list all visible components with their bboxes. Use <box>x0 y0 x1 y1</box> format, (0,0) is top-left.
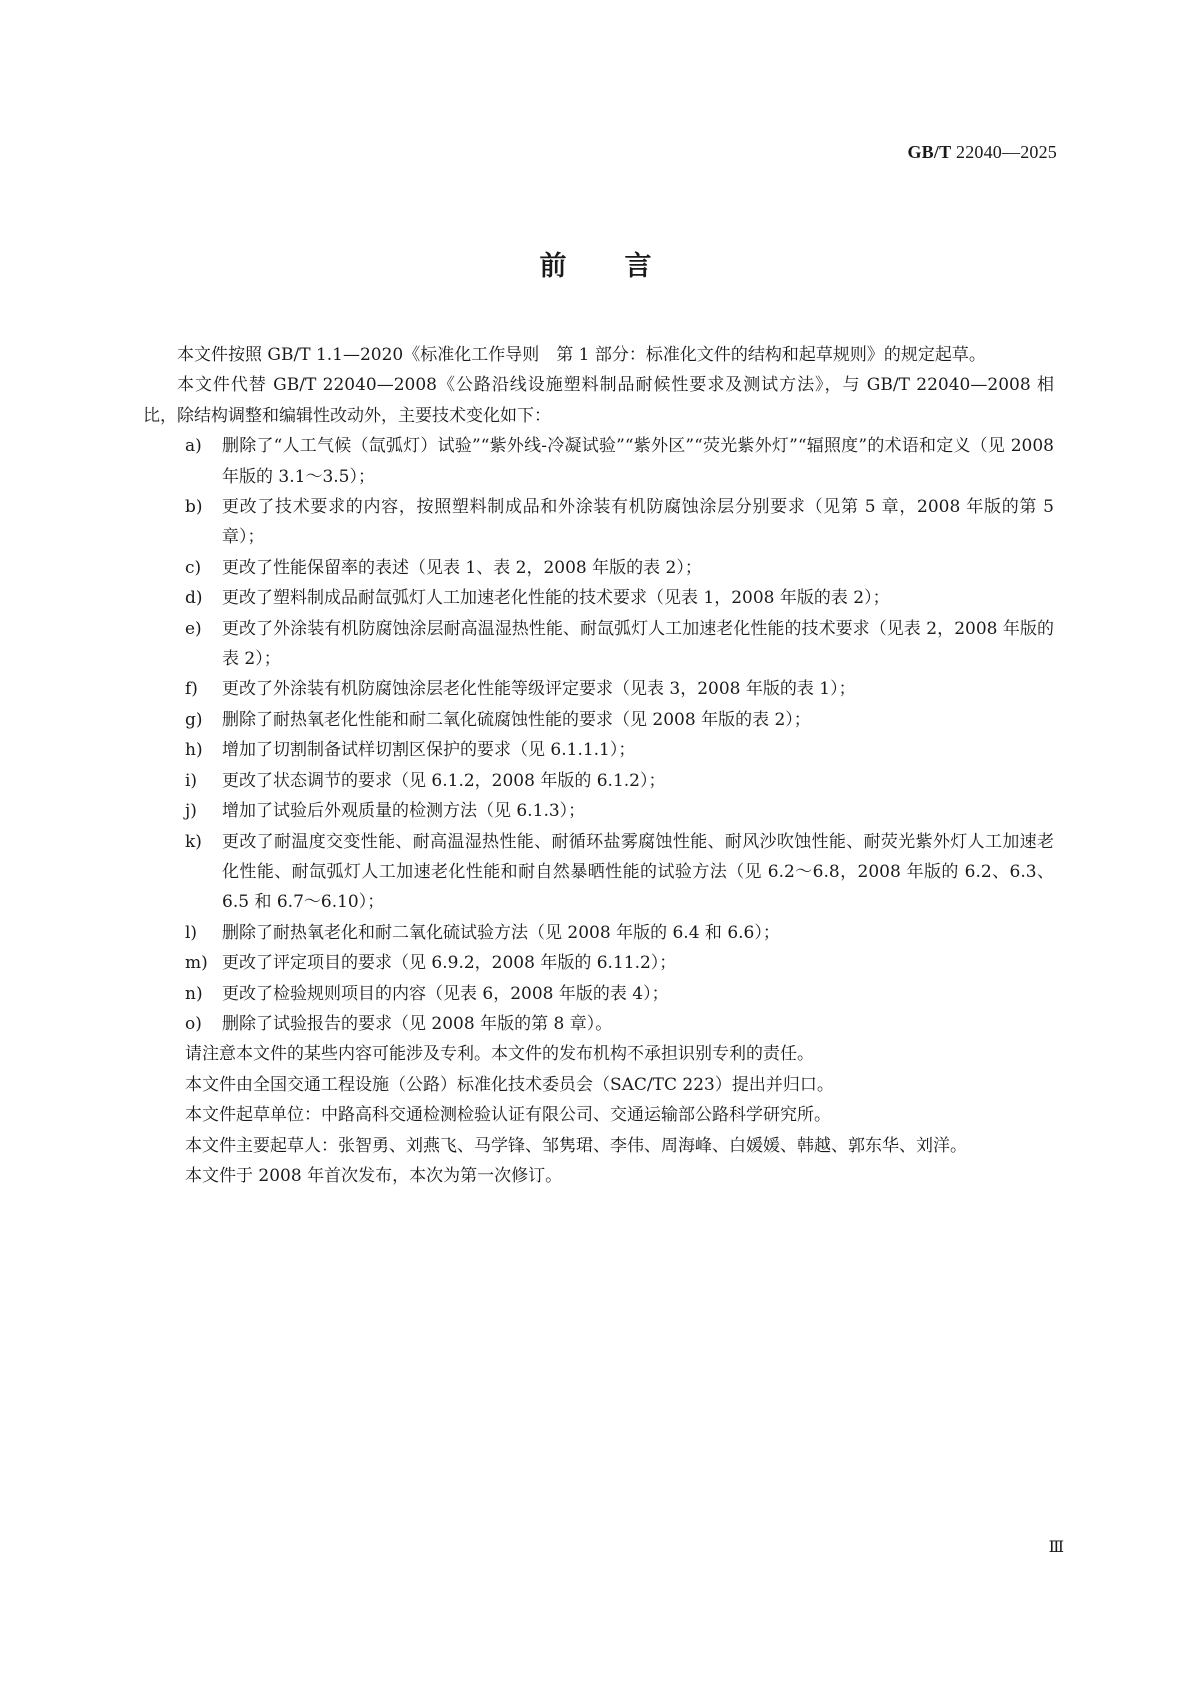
list-item-text: 更改了性能保留率的表述（见表 1、表 2，2008 年版的表 2）； <box>222 557 702 578</box>
list-marker: k) <box>185 831 202 852</box>
list-marker: e) <box>185 618 202 639</box>
list-item-text: 更改了评定项目的要求（见 6.9.2，2008 年版的 6.11.2）； <box>222 953 677 974</box>
list-marker: d) <box>185 588 203 609</box>
list-item <box>143 553 1054 583</box>
page-number: Ⅲ <box>1048 1537 1064 1556</box>
list-item <box>143 735 1054 765</box>
patent-statement: 请注意本文件的某些内容可能涉及专利。本文件的发布机构不承担识别专利的责任。 <box>185 1044 814 1065</box>
intro-paragraph: 本文件代替 GB/T 22040—2008《公路沿线设施塑料制品耐候性要求及测试方法》，与 GB/T 22040—2008 相比，除结构调整和编辑性改动外，主要技术变化如下： <box>143 375 1054 426</box>
list-item <box>143 796 1054 826</box>
list-marker: a) <box>185 436 202 457</box>
document-code <box>907 142 1057 163</box>
document-code-prefix: GB/T <box>907 142 952 162</box>
foreword-body <box>143 340 1054 1191</box>
list-marker: g) <box>185 709 203 730</box>
list-item-text: 增加了切割制备试样切割区保护的要求（见 6.1.1.1）； <box>222 740 636 761</box>
publication-history: 本文件于 2008 年首次发布，本次为第一次修订。 <box>185 1165 563 1186</box>
drafters: 本文件主要起草人：张智勇、刘燕飞、马学锋、邹隽珺、李伟、周海峰、白媛媛、韩越、郭东华、刘洋。 <box>185 1135 967 1156</box>
drafting-organizations: 本文件起草单位：中路高科交通检测检验认证有限公司、交通运输部公路科学研究所。 <box>185 1105 831 1126</box>
document-code-number: 22040—2025 <box>951 142 1057 162</box>
list-item-text: 更改了状态调节的要求（见 6.1.2，2008 年版的 6.1.2）； <box>222 770 666 791</box>
list-marker: c) <box>185 557 202 578</box>
list-marker: f) <box>185 679 198 700</box>
list-item-text: 删除了耐热氧老化性能和耐二氧化硫腐蚀性能的要求（见 2008 年版的表 2）； <box>222 709 811 730</box>
list-item-text: 更改了塑料制成品耐氙弧灯人工加速老化性能的技术要求（见表 1，2008 年版的表 2）； <box>222 588 890 609</box>
list-marker: b) <box>185 497 203 518</box>
committee-statement: 本文件由全国交通工程设施（公路）标准化技术委员会（SAC/TC 223）提出并归口。 <box>185 1074 834 1095</box>
list-item <box>143 614 1054 675</box>
list-item-text: 删除了“人工气候（氙弧灯）试验”“紫外线-冷凝试验”“紫外区”“荧光紫外灯”“辐照度”的术语和定义（见 2008 年版的 3.1～3.5）； <box>222 436 1054 487</box>
list-item <box>143 492 1054 553</box>
list-item-text: 删除了试验报告的要求（见 2008 年版的第 8 章）。 <box>222 1013 613 1034</box>
list-item <box>143 979 1054 1009</box>
list-marker: i) <box>185 770 198 791</box>
list-item-text: 更改了检验规则项目的内容（见表 6，2008 年版的表 4）； <box>222 983 669 1004</box>
list-marker: n) <box>185 983 203 1004</box>
list-item-text: 更改了外涂装有机防腐蚀涂层耐高温湿热性能、耐氙弧灯人工加速老化性能的技术要求（见表 2，2008 年版的表 2）； <box>222 618 1054 670</box>
list-marker: o) <box>185 1013 202 1034</box>
page-title: 前言 <box>539 251 710 282</box>
list-item-text: 更改了技术要求的内容，按照塑料制成品和外涂装有机防腐蚀涂层分别要求（见第 5 章，2008 年版的第 5 章）； <box>222 497 1054 548</box>
change-list <box>143 431 1054 1039</box>
list-item <box>143 705 1054 735</box>
list-item-text: 更改了外涂装有机防腐蚀涂层老化性能等级评定要求（见表 3，2008 年版的表 1）； <box>222 679 856 700</box>
list-marker: m) <box>185 953 208 974</box>
list-item-text: 更改了耐温度交变性能、耐高温湿热性能、耐循环盐雾腐蚀性能、耐风沙吹蚀性能、耐荧光紫外灯人工加速老化性能、耐氙弧灯人工加速老化性能和耐自然暴晒性能的试验方法（见 6.2～6.8，2008 年版的 6.2、6.3、6.5 和 6.7～6.10）； <box>222 831 1054 913</box>
list-item-text: 删除了耐热氧老化和耐二氧化硫试验方法（见 2008 年版的 6.4 和 6.6）； <box>222 922 780 943</box>
list-item <box>143 431 1054 492</box>
list-item <box>143 674 1054 704</box>
list-item <box>143 766 1054 796</box>
list-item-text: 增加了试验后外观质量的检测方法（见 6.1.3）； <box>222 801 586 822</box>
list-marker: j) <box>185 801 197 822</box>
list-marker: l) <box>185 922 198 943</box>
list-item <box>143 948 1054 978</box>
list-item <box>143 583 1054 613</box>
list-item <box>143 1009 1054 1039</box>
list-item <box>143 918 1054 948</box>
list-item <box>143 827 1054 918</box>
intro-paragraph: 本文件按照 GB/T 1.1—2020《标准化工作导则 第 1 部分：标准化文件的结构和起草规则》的规定起草。 <box>177 345 986 365</box>
list-marker: h) <box>185 740 203 761</box>
